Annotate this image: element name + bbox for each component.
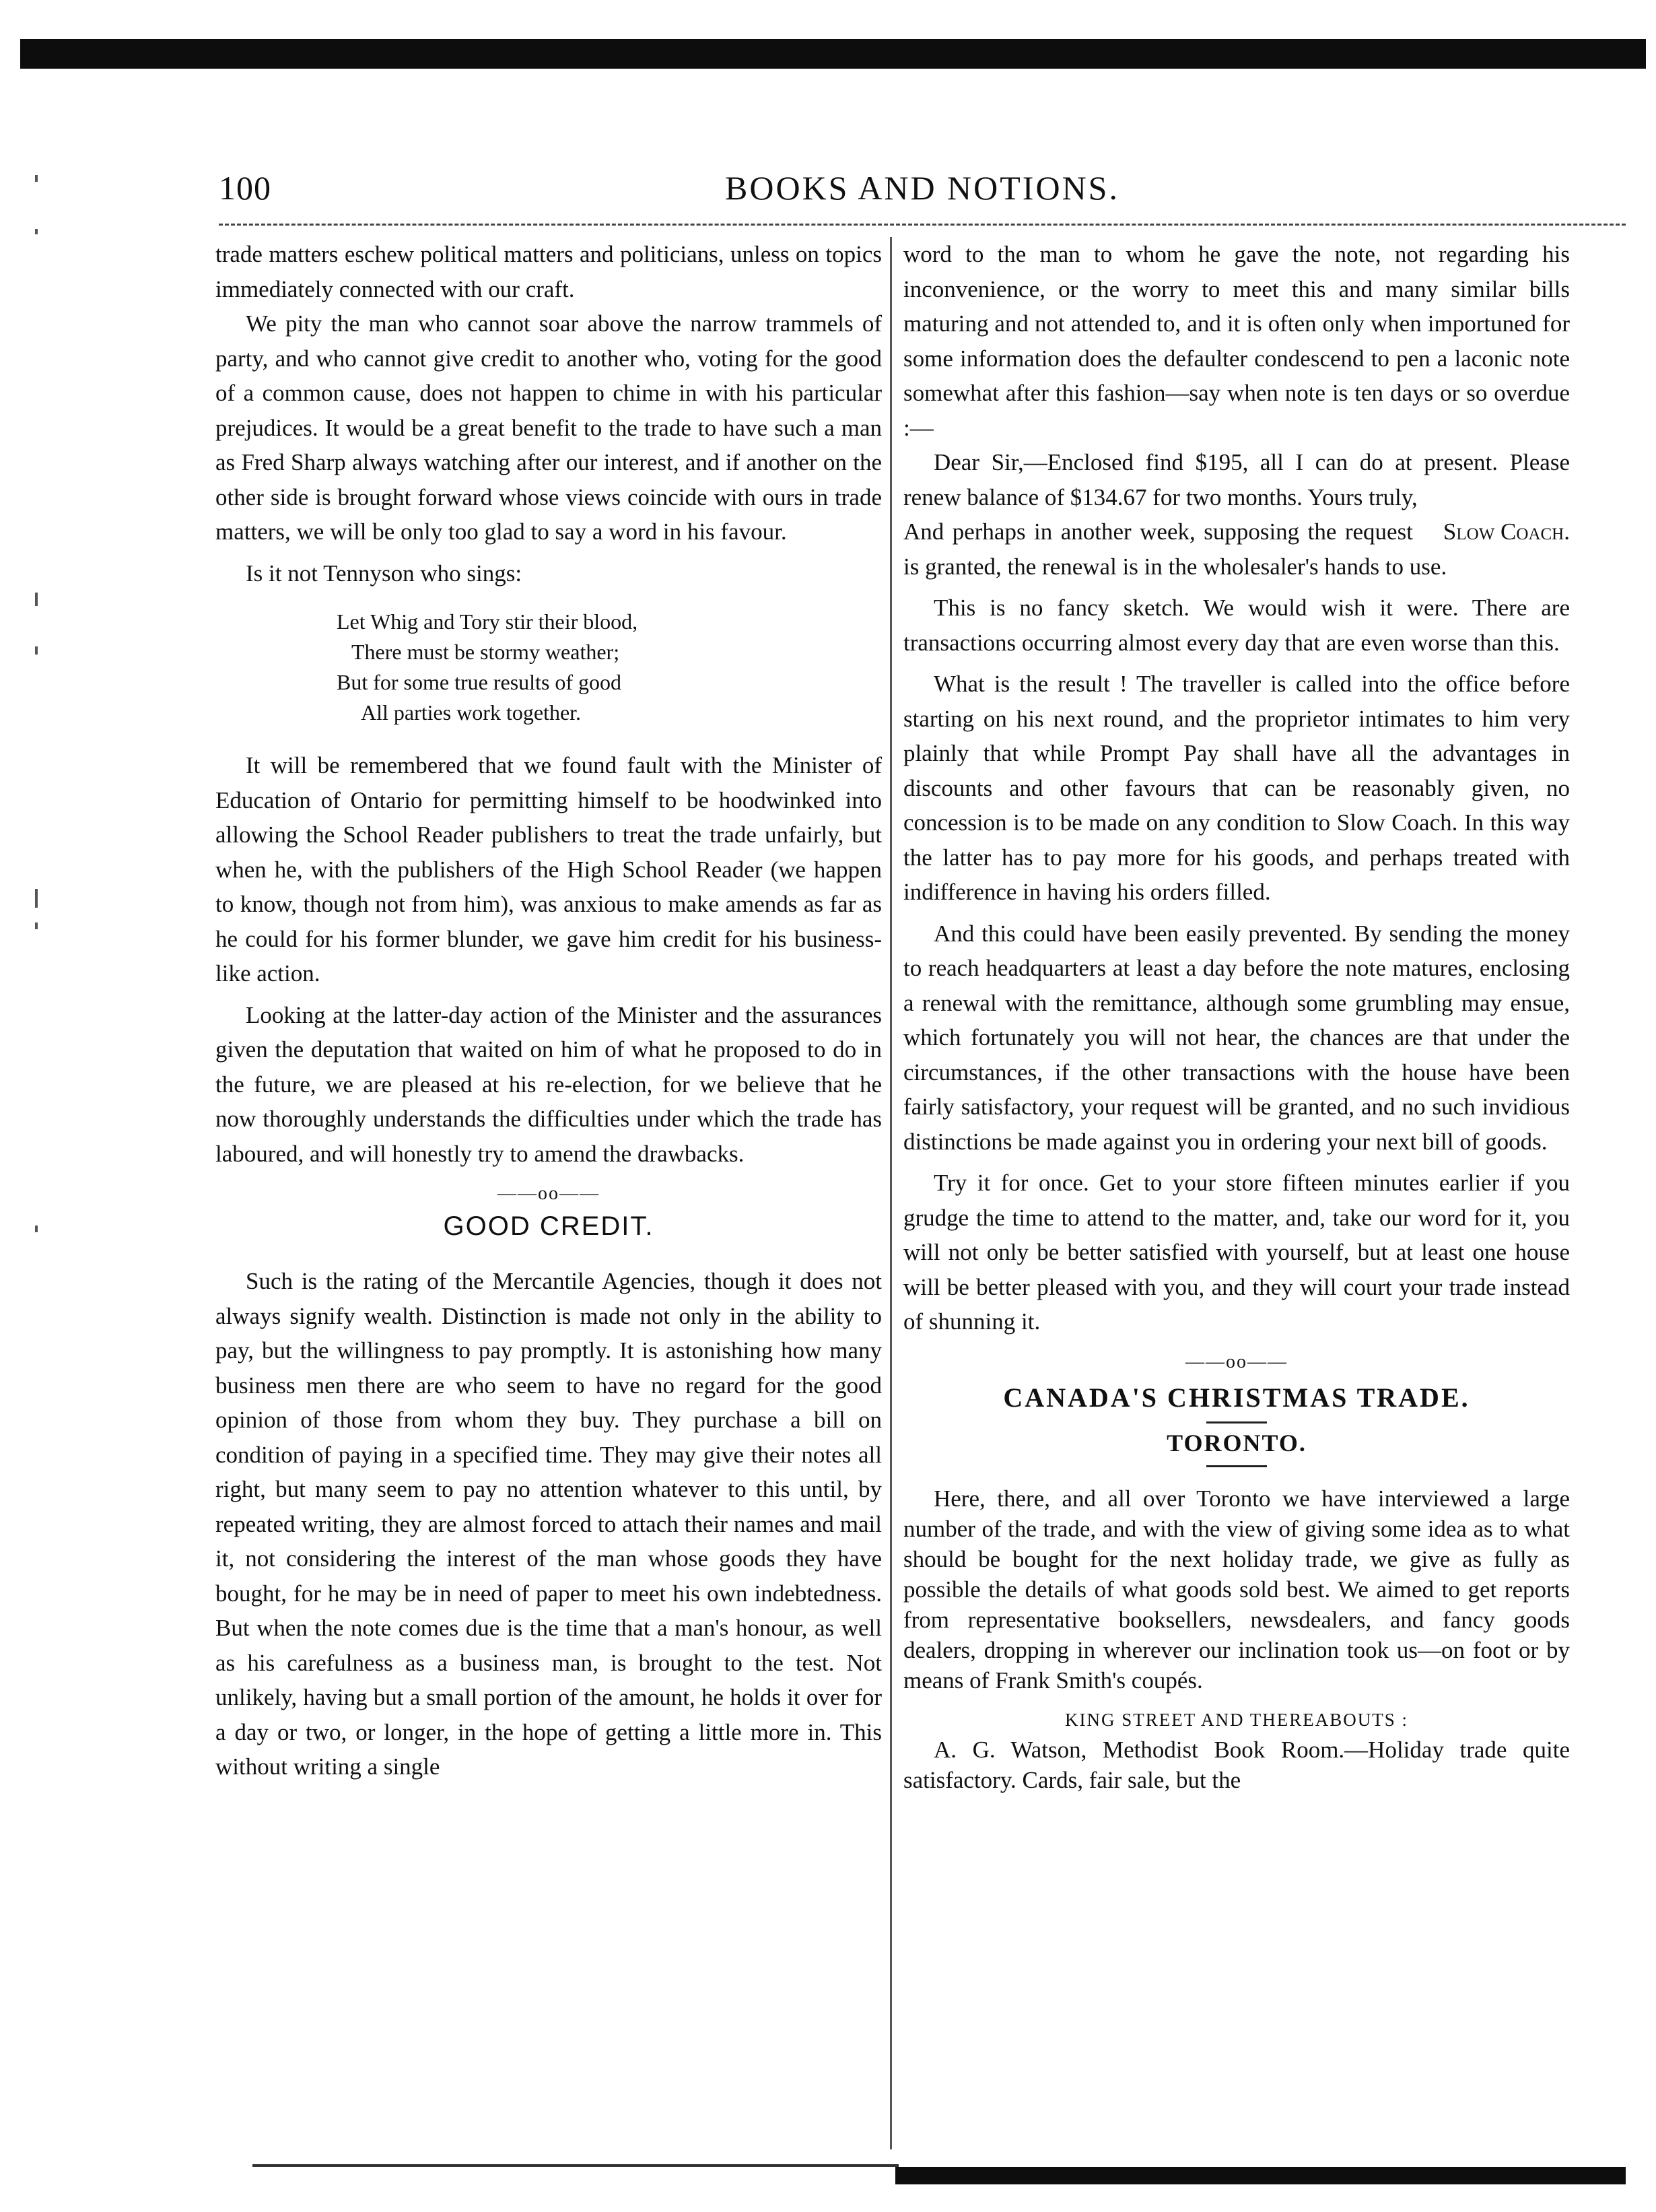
top-scan-band	[20, 39, 1646, 69]
paragraph: word to the man to whom he gave the note, not regarding his inconvenience, or the worry to meet this and many similar bills maturing and not attended to, and it is often only when importuned for some information does the defaulter condescend to pen a laconic note somewhat after this fashion—say when note is ten days or so overdue :—	[903, 241, 1570, 441]
verse-line: All parties work together.	[361, 700, 582, 725]
bottom-scan-band	[895, 2167, 1626, 2184]
short-rule	[1206, 1465, 1267, 1467]
paragraph: Here, there, and all over Toronto we have interviewed a large number of the trade, and with the view of giving some idea as to what should be bought for the next holiday trade, we give as fully as possible the details of what goods sold best. We aimed to get reports from representative booksellers, newsdealers, and fancy goods dealers, dropping in wherever our inclination took us—on foot or by means of Frank Smith's coupés.	[903, 1485, 1570, 1694]
paragraph: And this could have been easily prevented. By sending the money to reach headquarters at least a day before the note matures, enclosing a renewal with the remittance, although some grumbling may ensue, which fortunately you will not hear, the chances are that under the circumstances, if the other transactions with the house have been fairly satisfactory, your request will be granted, and no such invidious distinctions be made against you in ordering your next bill of goods.	[903, 920, 1570, 1155]
verse-line: Let Whig and Tory stir their blood,	[337, 609, 638, 634]
verse-quote	[337, 607, 882, 728]
paragraph: And perhaps in another week, supposing the request is granted, the renewal is in the wholesaler's hands to use.	[903, 518, 1447, 580]
right-column	[903, 237, 1570, 1795]
paragraph: Is it not Tennyson who sings:	[246, 560, 522, 586]
paragraph: Looking at the latter-day action of the Minister and the assurances given the deputation that waited on him of what he proposed to do in the future, we are pleased at his re-election, for we believe that he now thoroughly understands the difficulties under which the trade has laboured, and will honestly try to amend the drawbacks.	[215, 1001, 882, 1167]
paragraph: Try it for once. Get to your store fifteen minutes earlier if you grudge the time to attend to the matter, and, take our word for it, you will not only be better satisfied with yourself, but at least one house will be better pleased with you, and they will court your trade instead of shunning it.	[903, 1170, 1570, 1335]
margin-specks	[35, 175, 55, 1252]
paragraph: trade matters eschew political matters and politicians, unless on topics immediately connected with our craft.	[215, 241, 882, 302]
running-head: BOOKS AND NOTIONS.	[725, 169, 1119, 207]
section-title-good-credit: GOOD CREDIT.	[443, 1211, 654, 1241]
column-divider	[890, 237, 892, 2149]
short-rule	[1206, 1421, 1267, 1423]
left-column	[215, 237, 882, 1784]
verse-line: But for some true results of good	[337, 670, 622, 694]
street-heading: KING STREET AND THEREABOUTS :	[1064, 1709, 1408, 1730]
section-divider: ——oo——	[497, 1183, 600, 1204]
section-title-christmas-trade: CANADA'S CHRISTMAS TRADE.	[1003, 1382, 1470, 1413]
paragraph: This is no fancy sketch. We would wish it were. There are transactions occurring almost every day that are even worse than this.	[903, 595, 1570, 656]
bottom-rule	[252, 2164, 899, 2167]
paragraph: A. G. Watson, Methodist Book Room.—Holiday trade quite satisfactory. Cards, fair sale, but the	[903, 1736, 1570, 1793]
paragraph: It will be remembered that we found fault with the Minister of Education of Ontario for permitting himself to be hoodwinked into allowing the School Reader publishers to treat the trade unfairly, but when he, with the publishers of the High School Reader (we happen to know, though not from him), was anxious to make amends as far as he could for his former blunder, we gave him credit for his business-like action.	[215, 752, 882, 986]
page-header	[219, 168, 1626, 215]
quoted-letter	[903, 445, 1570, 545]
paragraph: We pity the man who cannot soar above the narrow trammels of party, and who cannot give credit to another who, voting for the good of a common cause, does not happen to chime in with his particular prejudices. It would be a great benefit to the trade to have such a man as Fred Sharp always watching after our interest, and if another on the other side is brought forward whose views coincide with ours in trade matters, we will be only too glad to say a word in his favour.	[215, 310, 882, 545]
letter-body: Dear Sir,—Enclosed find $195, all I can do at present. Please renew balance of $134.67 for two months. Yours truly,	[903, 449, 1570, 510]
page-number: 100	[219, 169, 271, 207]
paragraph: What is the result ! The traveller is called into the office before starting on his next round, and the proprietor intimates to him very plainly that while Prompt Pay shall have all the advantages in discounts and other favours that can be reasonably given, no concession is to be made on any condition to Slow Coach. In this way the latter has to pay more for his goods, and perhaps treated with indifference in having his orders filled.	[903, 671, 1570, 905]
header-rule	[219, 224, 1626, 226]
subsection-title-toronto: TORONTO.	[1167, 1429, 1307, 1456]
section-divider: ——oo——	[1185, 1351, 1288, 1372]
letter-signature: Slow Coach.	[1443, 518, 1570, 545]
paragraph: Such is the rating of the Mercantile Agencies, though it does not always signify wealth. Distinction is made not only in the ability to pay, but the willingness to pay promptly. It is astonishing how many business men there are who seem to have no regard for the good opinion of those from whom they buy. They purchase a bill on condition of paying in a specified time. They may give their notes all right, but many seem to pay no attention whatever to this until, by repeated writing, they are almost forced to attach their names and mail it, not considering the interest of the man whose goods they have bought, for he may be in need of paper to meet his own indebtedness. But when the note comes due is the time that a man's honour, as well as his carefulness as a business man, is brought to the test. Not unlikely, having but a small portion of the amount, he holds it over for a day or two, or longer, in the hope of getting a little more in. This without writing a single	[215, 1268, 882, 1780]
verse-line: There must be stormy weather;	[351, 640, 620, 664]
